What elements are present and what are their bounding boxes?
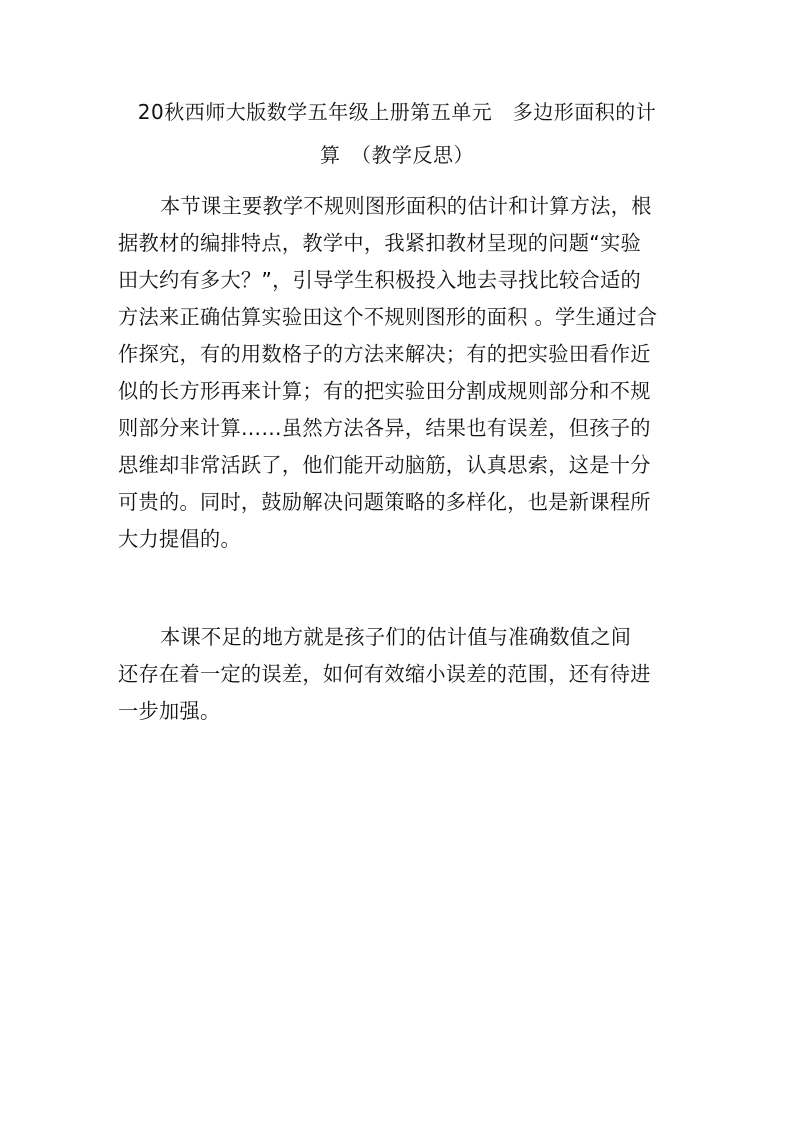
paragraph-2-line: 还存在着一定的误差，如何有效缩小误差的范围，还有待进 — [118, 662, 651, 686]
document-title-line-1: 20秋西师大版数学五年级上册第五单元 多边形面积的计 — [137, 100, 657, 124]
paragraph-1-line: 田大约有多大？”，引导学生积极投入地去寻找比较合适的 — [118, 268, 641, 292]
paragraph-1-line: 大力提倡的。 — [118, 527, 241, 551]
paragraph-2 — [118, 619, 678, 730]
paragraph-1-line: 可贵的。同时，鼓励解决问题策略的多样化，也是新课程所 — [118, 490, 651, 514]
paragraph-1-line: 方法来正确估算实验田这个不规则图形的面积 。学生通过合 — [118, 305, 658, 329]
paragraph-1-line: 似的长方形再来计算；有的把实验田分割成规则部分和不规 — [118, 379, 651, 403]
paragraph-2-line: 一步加强。 — [118, 699, 221, 723]
paragraph-1-line: 本节课主要教学不规则图形面积的估计和计算方法，根 — [160, 194, 652, 218]
paragraph-1-line: 则部分来计算……虽然方法各异，结果也有误差，但孩子的 — [118, 416, 651, 440]
paragraph-1 — [118, 188, 678, 558]
paragraph-2-line: 本课不足的地方就是孩子们的估计值与准确数值之间 — [160, 625, 632, 649]
paragraph-1-line: 作探究，有的用数格子的方法来解决；有的把实验田看作近 — [118, 342, 651, 366]
paragraph-1-line: 思维却非常活跃了，他们能开动脑筋，认真思索，这是十分 — [118, 453, 651, 477]
document-title-line-2: 算 （教学反思） — [320, 143, 474, 167]
paragraph-1-line: 据教材的编排特点，教学中，我紧扣教材呈现的问题“实验 — [118, 231, 641, 255]
